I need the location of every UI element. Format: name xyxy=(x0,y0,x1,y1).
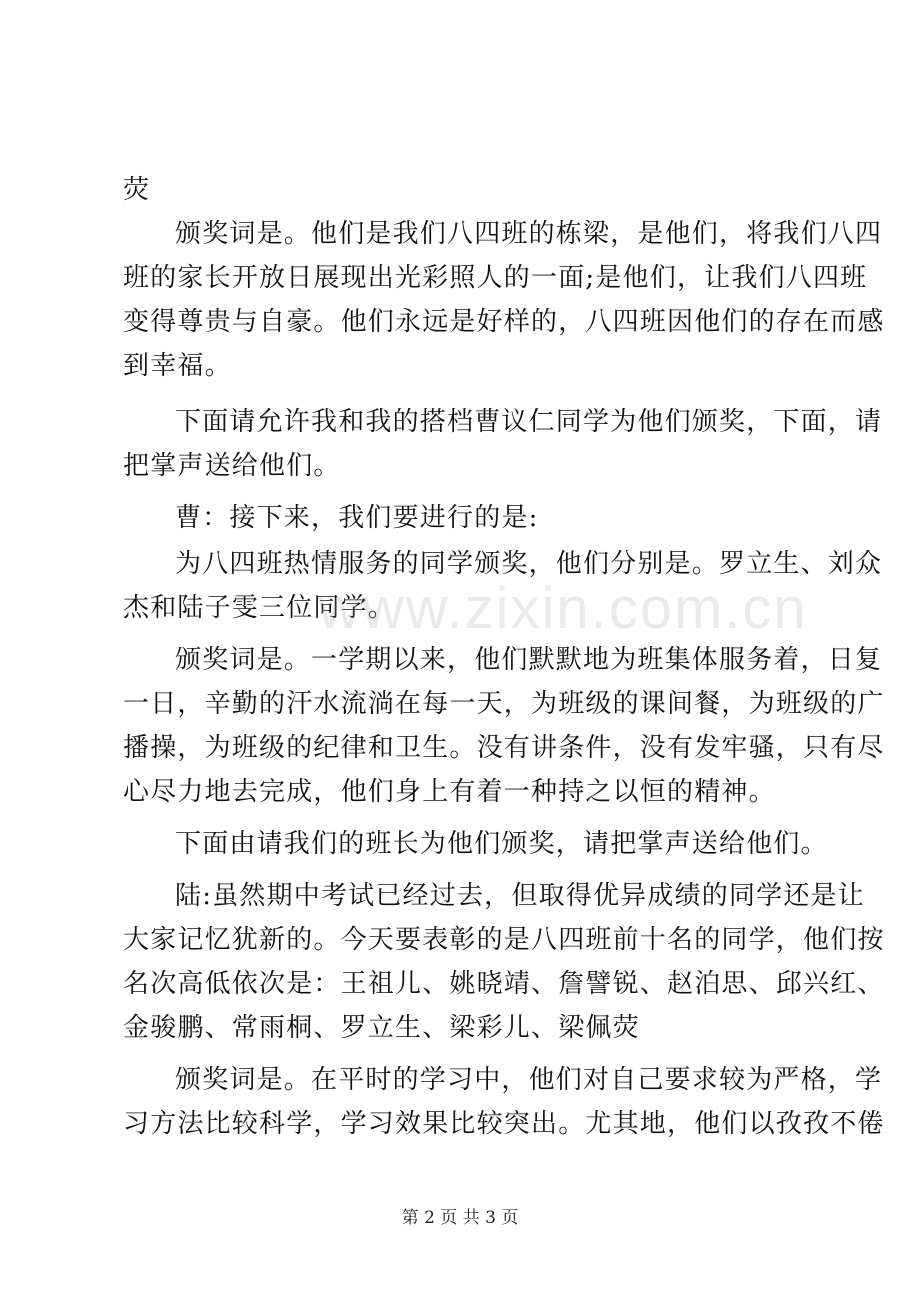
text-line: 名次高低依次是：王祖儿、姚晓靖、詹譬锐、赵泊思、邱兴红、 xyxy=(123,969,885,999)
text-line: 金骏鹏、常雨桐、罗立生、梁彩儿、梁佩荧 xyxy=(123,1013,640,1043)
page-footer: 第 2 页 共 3 页 xyxy=(401,1208,519,1228)
text-line: 到幸福。 xyxy=(123,351,232,381)
text-line: 杰和陆子雯三位同学。 xyxy=(123,593,396,623)
paragraph-line: 为八四班热情服务的同学颁奖，他们分别是。罗立生、刘众 xyxy=(175,549,883,579)
text-line: 变得尊贵与自豪。他们永远是好样的，八四班因他们的存在而感 xyxy=(123,307,885,337)
paragraph-line: 陆:虽然期中考试已经过去，但取得优异成绩的同学还是让 xyxy=(175,881,865,911)
paragraph-line: 颁奖词是。一学期以来，他们默默地为班集体服务着，日复 xyxy=(175,645,883,675)
paragraph-line: 下面请允许我和我的搭档曹议仁同学为他们颁奖，下面，请 xyxy=(175,407,883,437)
text-line: 习方法比较科学，学习效果比较突出。尤其地，他们以孜孜不倦 xyxy=(123,1109,885,1139)
paragraph-line: 下面由请我们的班长为他们颁奖，请把掌声送给他们。 xyxy=(175,829,828,859)
text-line: 把掌声送给他们。 xyxy=(123,451,341,481)
text-line: 荧 xyxy=(123,175,151,205)
paragraph-line: 颁奖词是。他们是我们八四班的栋梁，是他们，将我们八四 xyxy=(175,219,883,249)
text-line: 心尽力地去完成，他们身上有着一种持之以恒的精神。 xyxy=(123,777,776,807)
paragraph-line: 颁奖词是。在平时的学习中，他们对自己要求较为严格，学 xyxy=(175,1065,883,1095)
paragraph-line: 曹：接下来，我们要进行的是: xyxy=(175,503,539,533)
watermark: www.zixin.com.cn xyxy=(318,576,808,641)
text-line: 大家记忆犹新的。今天要表彰的是八四班前十名的同学，他们按 xyxy=(123,925,885,955)
text-line: 播操，为班级的纪律和卫生。没有讲条件，没有发牢骚，只有尽 xyxy=(123,733,885,763)
text-line: 班的家长开放日展现出光彩照人的一面;是他们，让我们八四班 xyxy=(123,263,868,293)
text-line: 一日，辛勤的汗水流淌在每一天，为班级的课间餐，为班级的广 xyxy=(123,689,885,719)
